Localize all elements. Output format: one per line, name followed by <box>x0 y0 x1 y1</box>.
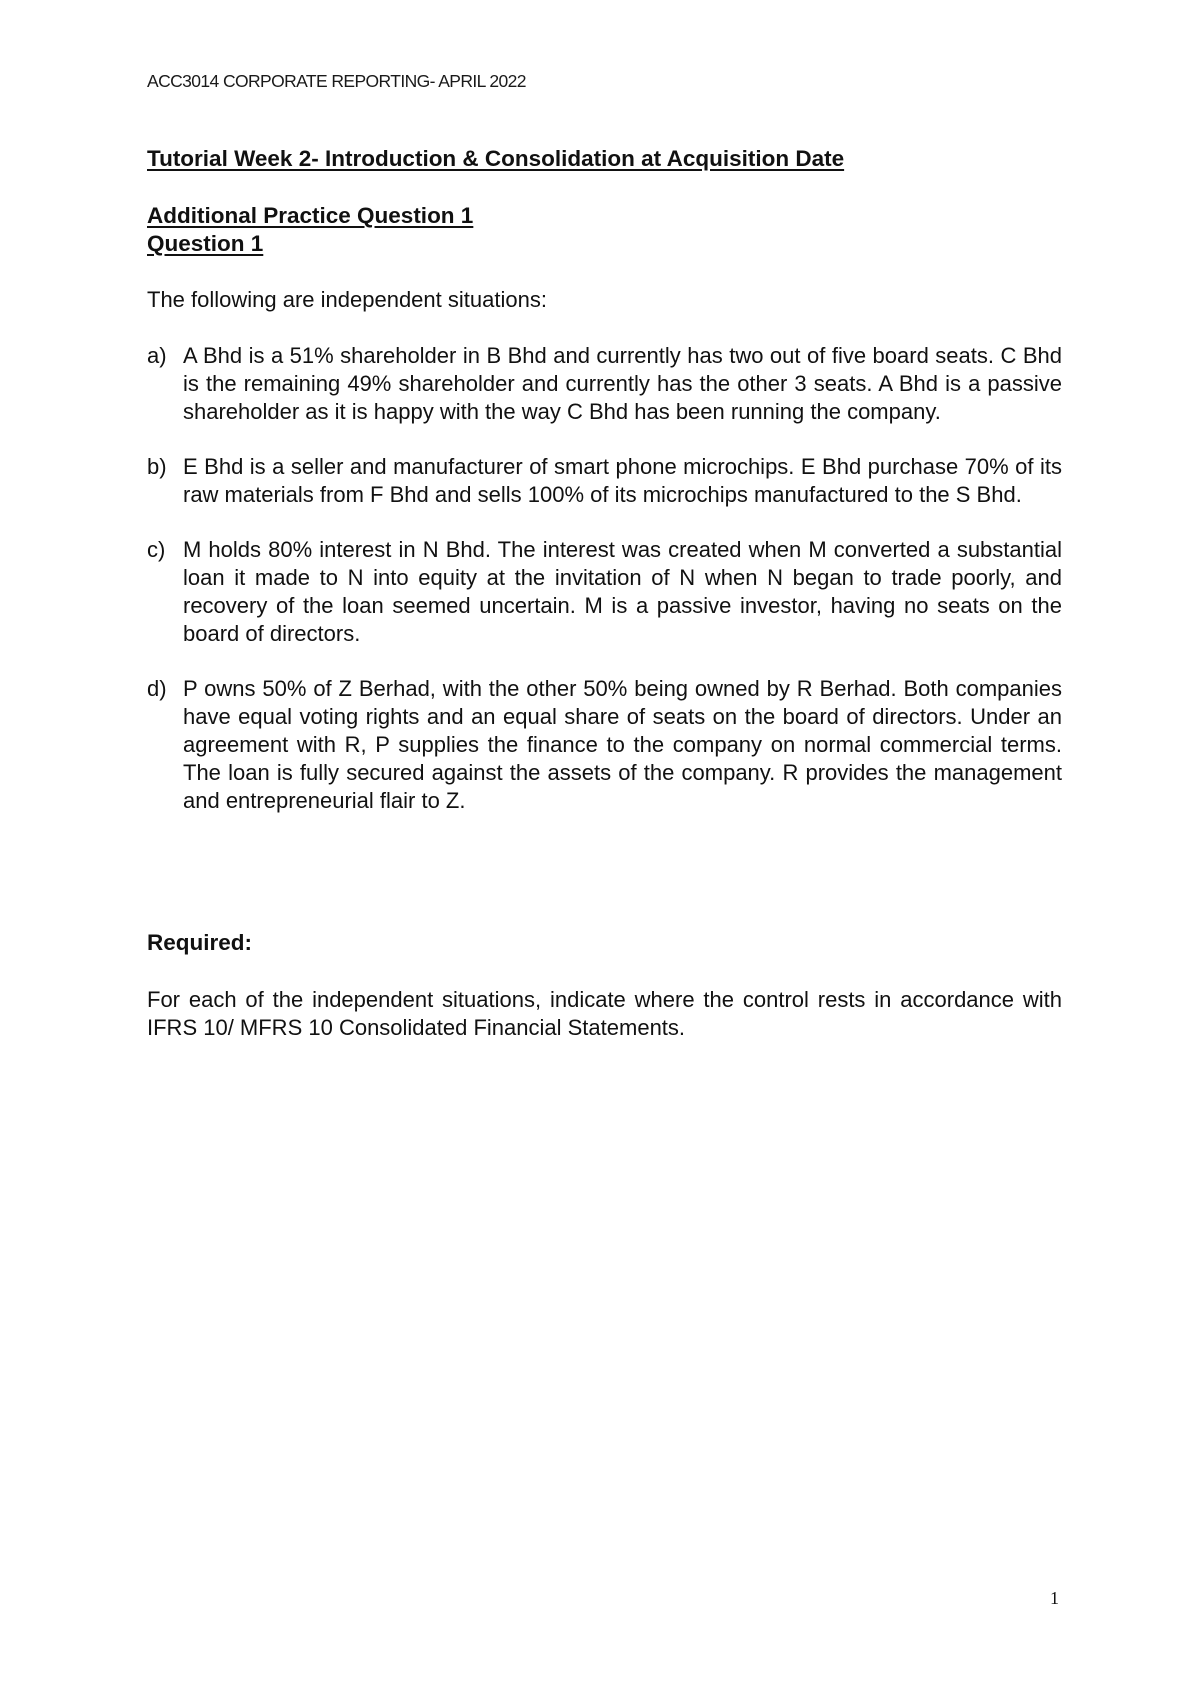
situation-item-b <box>147 453 1062 509</box>
item-text: A Bhd is a 51% shareholder in B Bhd and currently has two out of five board seats. C Bhd is the remaining 49% shareholder and currently has the other 3 seats. A Bhd is a passive shareholder as it is happy with the way C Bhd has been running the company. <box>183 343 1062 424</box>
situation-item-a <box>147 342 1062 426</box>
intro-text: The following are independent situations: <box>147 287 547 312</box>
item-marker: d) <box>147 676 167 701</box>
situation-list <box>147 342 1062 842</box>
situation-item-c <box>147 536 1062 648</box>
page-header: ACC3014 CORPORATE REPORTING- APRIL 2022 <box>147 71 526 91</box>
item-marker: c) <box>147 537 166 562</box>
item-text: E Bhd is a seller and manufacturer of smart phone microchips. E Bhd purchase 70% of its raw materials from F Bhd and sells 100% of its microchips manufactured to the S Bhd. <box>183 454 1062 507</box>
item-text: M holds 80% interest in N Bhd. The interest was created when M converted a substantial loan it made to N into equity at the invitation of N when N began to trade poorly, and recovery of the loan seemed uncertain. M is a passive investor, having no seats on the board of directors. <box>183 537 1062 646</box>
item-marker: b) <box>147 454 167 479</box>
tutorial-title: Tutorial Week 2- Introduction & Consolidation at Acquisition Date <box>147 146 845 171</box>
item-text: P owns 50% of Z Berhad, with the other 50% being owned by R Berhad. Both companies have equal voting rights and an equal share of seats on the board of directors. Under an agreement with R, P supplies the finance to the company on normal commercial terms. The loan is fully secured against the assets of the company. R provides the management and entrepreneurial flair to Z. <box>183 676 1062 813</box>
situation-item-d <box>147 675 1062 815</box>
item-marker: a) <box>147 343 167 368</box>
page-number: 1 <box>1050 1588 1059 1608</box>
question-heading: Question 1 <box>147 231 264 256</box>
practice-question-heading: Additional Practice Question 1 <box>147 203 474 228</box>
required-text: For each of the independent situations, indicate where the control rests in accordance with IFRS 10/ MFRS 10 Consolidated Financial Statements. <box>147 987 1062 1040</box>
required-heading: Required: <box>147 930 253 955</box>
